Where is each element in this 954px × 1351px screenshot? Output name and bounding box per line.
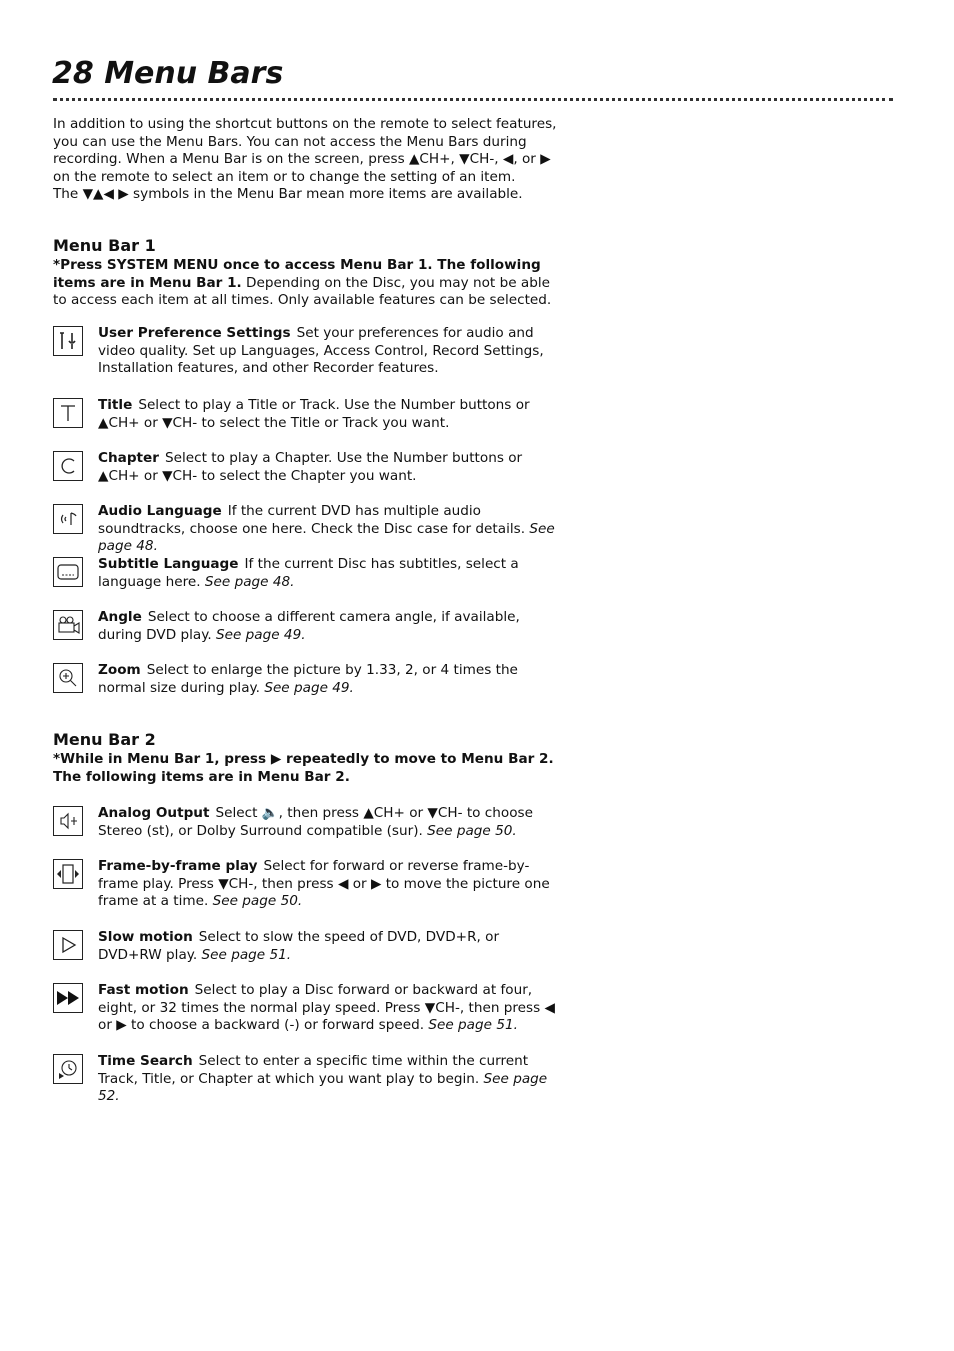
item-label: Slow motion [98, 929, 193, 945]
intro-paragraph: In addition to using the shortcut buttons on the remote to select features, you can use the Menu Bars. You can not access the Menu Bars during recording. When a Menu Bar is on the screen, press ▲CH+, ▼CH-, ◀, or ▶ on the remote to select an item or to change the setting of an item. The ▼▲◀ ▶ symbols in the Menu Bar mean more items are available. [53, 116, 557, 203]
item-desc: Select for forward or reverse frame-by-frame play. Press ▼CH-, then press ◀ or ▶ to move the picture one frame at a time. [98, 858, 550, 910]
menu-bar-1-note-rest: Depending on the Disc, you may not be able to access each item at all times. Only available features can be selected. [53, 274, 552, 309]
item-desc: Set your preferences for audio and video quality. Set up Languages, Access Control, Record Settings, Installation features, and other Recorder features. [98, 325, 544, 377]
item-label: Angle [98, 609, 142, 625]
item-desc: Select to slow the speed of DVD, DVD+R, or DVD+RW play. [98, 929, 500, 963]
page-title: 28 Menu Bars [52, 56, 284, 91]
item-desc: Select to play a Disc forward or backward at four, eight, or 32 times the normal play speed. Press ▼CH-, then press ◀ or ▶ to choose a backward (-) or forward speed. [98, 982, 555, 1034]
item-label: Zoom [98, 662, 141, 678]
page-reference: See page 48. [204, 573, 295, 590]
item-label: User Preference Settings [98, 325, 291, 341]
menu-bar-1-heading: Menu Bar 1 [53, 236, 156, 255]
page-reference: See page 49. [264, 679, 354, 696]
item-label: Fast motion [98, 982, 189, 998]
page-reference: See page 50. [427, 822, 517, 839]
menu-bar-1-note-bold: *Press SYSTEM MENU once to access Menu Bar 1. The following items are in Menu Bar 1. [53, 257, 541, 291]
item-desc: If the current DVD has multiple audio soundtracks, choose one here. Check the Disc case for details. [98, 503, 526, 537]
item-desc: Select to play a Chapter. Use the Number buttons or ▲CH+ or ▼CH- to select the Chapter you want. [98, 450, 523, 484]
page-reference: See page 51. [201, 946, 292, 963]
page-reference: See page 49. [215, 626, 306, 643]
menu-bar-2-note [53, 751, 558, 786]
dotted-divider [53, 98, 893, 101]
time-search-clock-icon [53, 1054, 83, 1084]
item-label: Chapter [98, 450, 159, 466]
menu-bar-2-note-bold: *While in Menu Bar 1, press ▶ repeatedly to move to Menu Bar 2. The following items are in Menu Bar 2. [53, 751, 554, 785]
item-label: Subtitle Language [98, 556, 239, 572]
subtitle-icon [53, 557, 83, 587]
item-label: Analog Output [98, 805, 210, 821]
slow-motion-icon [53, 930, 83, 960]
audio-language-icon [53, 504, 83, 534]
item-desc: Select to enter a specific time within the current Track, Title, or Chapter at which you want play to begin. [98, 1053, 529, 1087]
page-reference: See page 48. [98, 520, 555, 555]
title-t-icon [53, 398, 83, 428]
menu-bar-2-heading: Menu Bar 2 [53, 730, 156, 749]
fast-motion-icon [53, 983, 83, 1013]
item-desc: Select to enlarge the picture by 1.33, 2, or 4 times the normal size during play. [98, 662, 518, 696]
item-label: Title [98, 397, 133, 413]
wrench-screwdriver-icon [53, 326, 83, 356]
item-desc: Select to play a Title or Track. Use the Number buttons or ▲CH+ or ▼CH- to select the Title or Track you want. [98, 397, 530, 431]
menu-bar-1-note [53, 257, 558, 310]
item-label: Frame-by-frame play [98, 858, 258, 874]
page-reference: See page 51. [428, 1017, 518, 1034]
item-label: Time Search [98, 1053, 193, 1069]
item-label: Audio Language [98, 503, 222, 519]
zoom-magnifier-icon [53, 663, 83, 693]
page-reference: See page 50. [212, 893, 303, 910]
item-desc: Select to choose a different camera angle, if available, during DVD play. [98, 609, 520, 643]
chapter-c-icon [53, 451, 83, 481]
analog-output-speaker-icon [53, 806, 83, 836]
camera-angle-icon [53, 610, 83, 640]
page-reference: See page 52. [98, 1070, 548, 1105]
item-desc: Select 🔈, then press ▲CH+ or ▼CH- to choose Stereo (st), or Dolby Surround compatible (sur). [98, 805, 533, 839]
frame-by-frame-icon [53, 859, 83, 889]
item-desc: If the current Disc has subtitles, select a language here. [98, 556, 519, 590]
